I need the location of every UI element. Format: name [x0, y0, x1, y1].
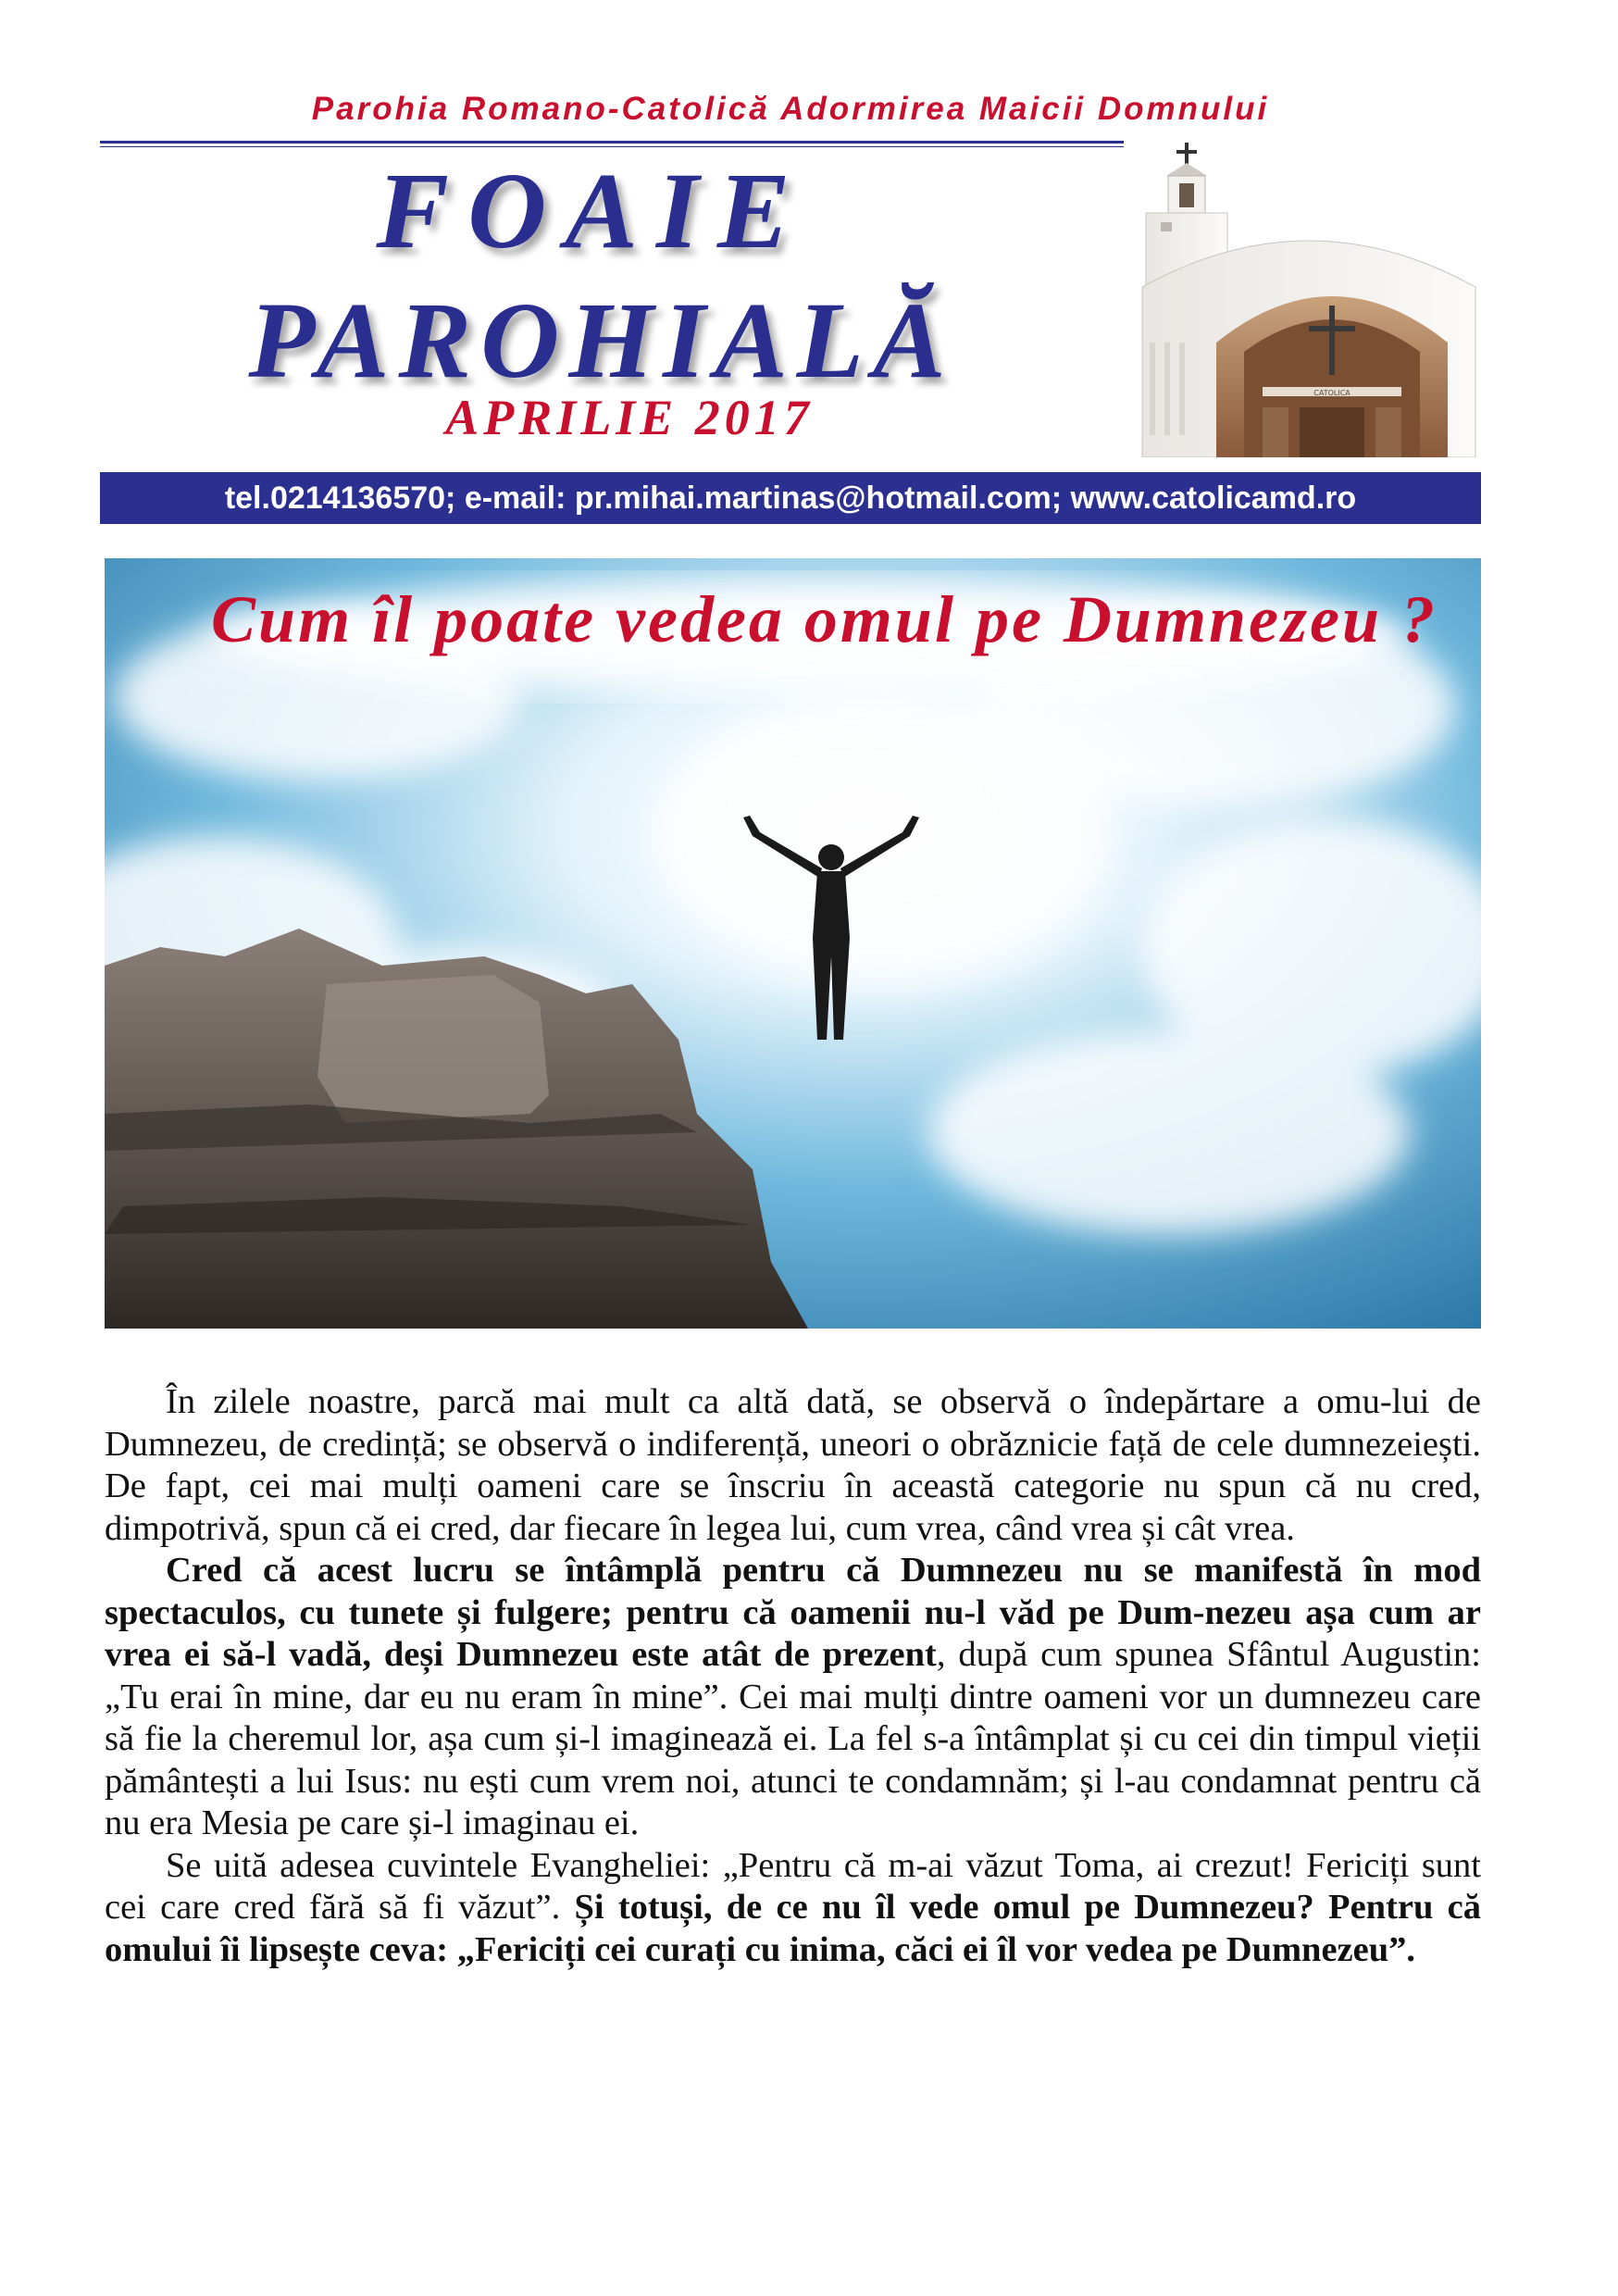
article-paragraph-2-text: , după cum spunea Sfântul Augustin: „Tu erai în mine, dar eu nu eram în mine”. Cei mai mulți dintre oameni vor un dumnezeu care să fie la cheremul lor, așa cum și-l imaginează ei. La fel s-a întâmplat și cu cei din timpul vieții pământești a lui Isus: nu ești cum vrem noi, atunci te condamnăm; și l-au condamnat pentru că nu era Mesia pe care și-l imaginau ei. — [105, 1635, 1481, 1842]
contact-bar: tel.0214136570; e-mail: pr.mihai.martinas@hotmail.com; www.catolicamd.ro — [100, 472, 1481, 524]
newsletter-title-line2: PAROHIALĂ — [248, 280, 955, 401]
article-paragraph-2-bold: Cred că acest lucru se întâmplă pentru că Dumnezeu nu se manifestă în mod spectaculos, cu tunete și fulgere; pentru că oamenii nu-l văd pe Dum-nezeu așa cum ar vrea ei să-l vadă, deși Dumnezeu este atât de prezent — [105, 1551, 1481, 1674]
newsletter-title-line1: FOAIE — [376, 150, 809, 271]
article-paragraph-3 — [105, 1845, 1481, 1972]
article-paragraph-1: În zilele noastre, parcă mai mult ca altă dată, se observă o îndepărtare a omu-lui de Dumnezeu, de credință; se observă o indiferență, uneori o obrăznicie față de cele dumnezeiești. De fapt, cei mai mulți oameni care se înscriu în această categorie nu spun că nu cred, dimpotrivă, spun că ei cred, dar fiecare în legea lui, cum vrea, când vrea și cât vrea. — [105, 1382, 1481, 1548]
hero-image — [105, 558, 1481, 1329]
parish-name: Parohia Romano-Catolică Adormirea Maicii Domnului — [311, 91, 1270, 127]
issue-date: APRILIE 2017 — [445, 390, 814, 445]
article-body — [105, 1381, 1481, 1971]
church-sign-text: CATOLICA — [1313, 389, 1350, 397]
church-photo — [1124, 139, 1481, 457]
article-title: Cum îl poate vedea omul pe Dumnezeu ? — [211, 582, 1438, 656]
article-paragraph-3-bold: Și totuși, de ce nu îl vede omul pe Dumnezeu? Pentru că omului îi lipsește ceva: „Fericiți cei curați cu inima, căci ei îl vor vedea pe Dumnezeu”. — [105, 1888, 1481, 1969]
article-paragraph-3-text: Se uită adesea cuvintele Evangheliei: „Pentru că m-ai văzut Toma, ai crezut! Fericiți sunt cei care cred fără să fi văzut”. — [105, 1845, 1481, 1927]
article-paragraph-2 — [105, 1550, 1481, 1845]
